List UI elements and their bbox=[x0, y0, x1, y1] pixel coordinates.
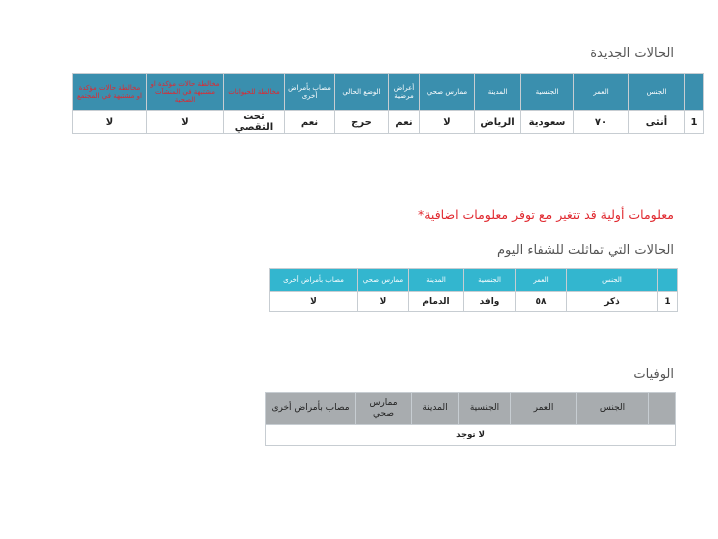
row-number: 1 bbox=[658, 292, 678, 312]
table-cell: نعم bbox=[285, 111, 335, 134]
header-cell bbox=[649, 393, 676, 425]
header-cell: مصاب بأمراض أخرى bbox=[285, 74, 335, 111]
table-cell: وافد bbox=[464, 292, 516, 312]
table-header-row bbox=[270, 269, 678, 292]
header-cell: الجنسية bbox=[521, 74, 574, 111]
table-row bbox=[270, 292, 678, 312]
recovered-title: الحالات التي تماثلت للشفاء اليوم bbox=[497, 243, 674, 258]
header-cell: الجنس bbox=[567, 269, 658, 292]
header-cell: مخالطة حالات مؤكدة او مشتبهة في المجتمع bbox=[73, 74, 147, 111]
header-cell: ممارس صحي bbox=[356, 393, 412, 425]
table-cell: لا bbox=[147, 111, 224, 134]
table-header-row bbox=[266, 393, 676, 425]
table-cell: حرج bbox=[335, 111, 389, 134]
header-cell: مصاب بأمراض أخرى bbox=[266, 393, 356, 425]
disclaimer-note: معلومات أولية قد تتغير مع توفر معلومات اضافية* bbox=[417, 207, 674, 222]
deaths-title: الوفيات bbox=[633, 367, 674, 382]
header-cell: الجنسية bbox=[459, 393, 511, 425]
header-cell: مخالطة للحيوانات bbox=[224, 74, 285, 111]
header-cell: الوضع الحالي bbox=[335, 74, 389, 111]
table-cell: سعودية bbox=[521, 111, 574, 134]
header-cell: الجنسية bbox=[464, 269, 516, 292]
empty-message: لا توجد bbox=[266, 425, 676, 446]
header-cell: ممارس صحي bbox=[358, 269, 409, 292]
table-cell: لا bbox=[358, 292, 409, 312]
table-cell: ٧٠ bbox=[574, 111, 629, 134]
table-row bbox=[73, 111, 704, 134]
header-cell: المدينة bbox=[412, 393, 459, 425]
table-cell: ٥٨ bbox=[516, 292, 567, 312]
header-cell: المدينة bbox=[409, 269, 464, 292]
deaths-table bbox=[265, 392, 676, 446]
table-cell: الدمام bbox=[409, 292, 464, 312]
new-cases-table bbox=[72, 73, 704, 134]
header-cell bbox=[685, 74, 704, 111]
table-cell: ذكر bbox=[567, 292, 658, 312]
header-cell: الجنس bbox=[577, 393, 649, 425]
table-cell: الرياض bbox=[475, 111, 521, 134]
header-cell: العمر bbox=[574, 74, 629, 111]
header-cell: ممارس صحي bbox=[420, 74, 475, 111]
table-cell: لا bbox=[420, 111, 475, 134]
table-header-row bbox=[73, 74, 704, 111]
table-cell: أنثى bbox=[629, 111, 685, 134]
header-cell: الجنس bbox=[629, 74, 685, 111]
table-row bbox=[266, 425, 676, 446]
recovered-table bbox=[269, 268, 678, 312]
table-cell: لا bbox=[73, 111, 147, 134]
header-cell bbox=[658, 269, 678, 292]
header-cell: العمر bbox=[511, 393, 577, 425]
new-cases-title: الحالات الجديدة bbox=[590, 46, 674, 61]
table-cell: نعم bbox=[389, 111, 420, 134]
header-cell: المدينة bbox=[475, 74, 521, 111]
table-cell: لا bbox=[270, 292, 358, 312]
header-cell: مصاب بأمراض أخرى bbox=[270, 269, 358, 292]
header-cell: العمر bbox=[516, 269, 567, 292]
header-cell: أعراض مرضية bbox=[389, 74, 420, 111]
header-cell: مخالطة حالات مؤكدة او مشتبهة في المنشآت الصحية bbox=[147, 74, 224, 111]
table-cell: تحت التقصي bbox=[224, 111, 285, 134]
row-number: 1 bbox=[685, 111, 704, 134]
